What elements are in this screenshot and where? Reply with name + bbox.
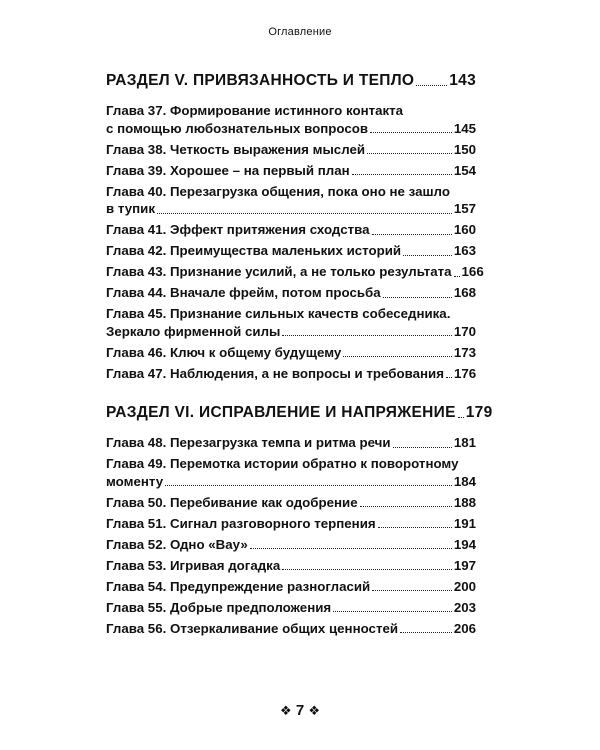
chapter-title-line: Глава 46. Ключ к общему будущему bbox=[106, 344, 342, 360]
dot-leader bbox=[372, 590, 452, 591]
chapter-page-number: 203 bbox=[453, 599, 476, 615]
chapter-page-number: 184 bbox=[453, 473, 476, 489]
chapter-page-number: 194 bbox=[453, 536, 476, 552]
chapter-title-line: Глава 48. Перезагрузка темпа и ритма речи bbox=[106, 435, 391, 450]
chapter-title-line: Глава 37. Формирование истинного контакта bbox=[106, 103, 404, 118]
page-footer bbox=[0, 702, 600, 719]
chapter-title-line: Глава 50. Перебивание как одобрение bbox=[106, 494, 358, 510]
chapter-entry[interactable] bbox=[106, 494, 476, 512]
chapter-page-number: 168 bbox=[453, 285, 476, 300]
chapter-entry[interactable] bbox=[106, 557, 476, 575]
table-of-contents bbox=[106, 68, 493, 641]
dot-leader bbox=[282, 569, 452, 570]
chapter-entry[interactable] bbox=[106, 141, 476, 159]
chapter-entry[interactable] bbox=[106, 455, 476, 490]
chapter-entry[interactable] bbox=[106, 536, 476, 554]
dot-leader bbox=[458, 417, 464, 418]
chapter-page-number: 200 bbox=[453, 578, 476, 594]
section-title: РАЗДЕЛ V. ПРИВЯЗАННОСТЬ И ТЕПЛО bbox=[106, 72, 415, 89]
chapter-entry[interactable] bbox=[106, 162, 476, 180]
chapter-title-line: Зеркало фирменной силы bbox=[106, 323, 281, 339]
chapter-title-line: Глава 51. Сигнал разговорного терпения bbox=[106, 515, 376, 531]
chapter-page-number: 154 bbox=[453, 162, 476, 178]
chapter-title-line: в тупик bbox=[106, 201, 155, 216]
ornament-right-icon: ❖ bbox=[308, 703, 320, 718]
chapter-entry[interactable] bbox=[106, 102, 476, 137]
chapter-title-line: Глава 41. Эффект притяжения сходства bbox=[106, 222, 370, 237]
ornament-left-icon: ❖ bbox=[280, 703, 292, 718]
dot-leader bbox=[343, 356, 452, 357]
chapter-title-line: Глава 53. Игривая догадка bbox=[106, 557, 281, 573]
chapter-entry[interactable] bbox=[106, 344, 476, 362]
chapter-title-line: Глава 44. Вначале фрейм, потом просьба bbox=[106, 285, 381, 300]
chapter-page-number: 170 bbox=[453, 323, 476, 339]
chapter-title-line: моменту bbox=[106, 473, 164, 489]
chapter-title-line: Глава 52. Одно «Вау» bbox=[106, 536, 248, 552]
chapter-page-number: 206 bbox=[453, 620, 476, 636]
chapter-entry[interactable] bbox=[106, 242, 476, 260]
chapter-title-line: Глава 54. Предупреждение разногласий bbox=[106, 578, 371, 594]
chapter-title-line: Глава 42. Преимущества маленьких историй bbox=[106, 243, 402, 258]
dot-leader bbox=[446, 377, 452, 378]
section-title: РАЗДЕЛ VI. ИСПРАВЛЕНИЕ И НАПРЯЖЕНИЕ bbox=[106, 404, 456, 421]
page-number: 7 bbox=[295, 702, 305, 719]
chapter-title-line: Глава 40. Перезагрузка общения, пока оно не зашло bbox=[106, 183, 450, 199]
chapter-title-line: Глава 38. Четкость выражения мыслей bbox=[106, 141, 366, 157]
chapter-page-number: 145 bbox=[453, 120, 476, 136]
dot-leader bbox=[400, 632, 452, 633]
dot-leader bbox=[282, 335, 451, 336]
chapter-entry[interactable] bbox=[106, 183, 476, 218]
chapter-entry[interactable] bbox=[106, 365, 476, 383]
section-page-number: 143 bbox=[449, 72, 476, 89]
dot-leader bbox=[370, 132, 452, 133]
section-heading[interactable] bbox=[106, 400, 493, 422]
dot-leader bbox=[416, 85, 447, 86]
dot-leader bbox=[360, 506, 452, 507]
dot-leader bbox=[352, 174, 452, 175]
chapter-entry[interactable] bbox=[106, 515, 476, 533]
dot-leader bbox=[250, 548, 452, 549]
dot-leader bbox=[165, 485, 452, 486]
dot-leader bbox=[372, 234, 452, 235]
dot-leader bbox=[393, 447, 452, 448]
dot-leader bbox=[333, 611, 452, 612]
chapter-page-number: 166 bbox=[461, 264, 484, 279]
chapter-page-number: 163 bbox=[453, 243, 476, 258]
chapter-page-number: 197 bbox=[453, 557, 476, 573]
chapter-page-number: 157 bbox=[453, 201, 476, 216]
chapter-title-line: Глава 49. Перемотка истории обратно к поворотному bbox=[106, 456, 459, 471]
section-page-number: 179 bbox=[465, 404, 493, 421]
dot-leader bbox=[454, 276, 460, 277]
chapter-title-line: Глава 47. Наблюдения, а не вопросы и требования bbox=[106, 365, 444, 381]
chapter-page-number: 191 bbox=[453, 515, 476, 531]
dot-leader bbox=[367, 153, 452, 154]
chapter-page-number: 176 bbox=[453, 365, 477, 381]
chapter-page-number: 150 bbox=[453, 141, 476, 157]
chapter-entry[interactable] bbox=[106, 305, 476, 340]
section-heading[interactable] bbox=[106, 68, 476, 90]
chapter-page-number: 188 bbox=[453, 494, 476, 510]
chapter-entry[interactable] bbox=[106, 599, 476, 617]
chapter-title-line: Глава 39. Хорошее – на первый план bbox=[106, 162, 350, 178]
dot-leader bbox=[378, 527, 452, 528]
chapter-title-line: Глава 45. Признание сильных качеств собеседника. bbox=[106, 306, 451, 321]
chapter-page-number: 173 bbox=[453, 344, 476, 360]
chapter-entry[interactable] bbox=[106, 434, 476, 452]
chapter-entry[interactable] bbox=[106, 263, 484, 281]
chapter-entry[interactable] bbox=[106, 620, 476, 638]
dot-leader bbox=[383, 297, 452, 298]
chapter-title-line: Глава 55. Добрые предположения bbox=[106, 599, 332, 615]
dot-leader bbox=[157, 213, 452, 214]
chapter-entry[interactable] bbox=[106, 221, 476, 239]
chapter-entry[interactable] bbox=[106, 284, 476, 302]
chapter-title-line: Глава 43. Признание усилий, а не только результата bbox=[106, 264, 452, 279]
chapter-page-number: 160 bbox=[453, 222, 476, 237]
chapter-title-line: Глава 56. Отзеркаливание общих ценностей bbox=[106, 620, 399, 636]
chapter-title-line: с помощью любознательных вопросов bbox=[106, 120, 369, 136]
chapter-entry[interactable] bbox=[106, 578, 476, 596]
chapter-page-number: 181 bbox=[453, 435, 476, 450]
dot-leader bbox=[403, 255, 452, 256]
running-header: Оглавление bbox=[268, 26, 332, 38]
